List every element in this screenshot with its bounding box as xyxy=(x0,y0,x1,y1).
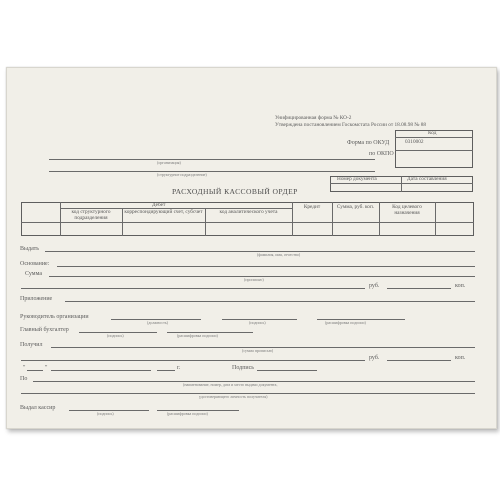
cashier-decoding-caption: (расшифровка подписи) xyxy=(167,411,208,416)
received-rub-label: руб. xyxy=(369,355,380,361)
date-day-line xyxy=(27,370,43,371)
kop-label: коп. xyxy=(455,283,466,289)
accountant-decoding-caption: (расшифровка подписи) xyxy=(177,333,218,338)
cashier-signature-caption: (подпись) xyxy=(97,411,114,416)
form-name: Унифицированная форма № КО-2 xyxy=(275,115,352,121)
head-signature-caption: (подпись) xyxy=(249,320,266,325)
credit-header: Кредит xyxy=(303,204,321,210)
document-title: РАСХОДНЫЙ КАССОВЫЙ ОРДЕР xyxy=(172,187,298,196)
amount-label: Сумма xyxy=(25,271,42,277)
attachment-line xyxy=(65,301,475,302)
date-month-line xyxy=(51,370,151,371)
received-caption: (сумма прописью) xyxy=(242,348,274,353)
date-quote-close: " xyxy=(45,365,48,371)
id-caption: удостоверяющего личность получателя) xyxy=(199,394,268,399)
document-caption: (наименование, номер, дата и место выдачи документа, xyxy=(183,382,278,387)
cash-order-form xyxy=(6,67,497,429)
code-label: Код xyxy=(428,130,437,136)
cashier-label: Выдал кассир xyxy=(20,405,56,411)
doc-number-label: Номер документа xyxy=(337,176,377,182)
head-label: Руководитель организации xyxy=(20,314,89,320)
approval-note: Утверждена постановлением Госкомстата России от 18.08.98 № 88 xyxy=(275,122,427,128)
issue-caption: (фамилия, имя, отчество) xyxy=(257,252,301,257)
head-decoding-caption: (расшифровка подписи) xyxy=(325,320,366,325)
head-position-caption: (должность) xyxy=(147,320,168,325)
accountant-label: Главный бухгалтер xyxy=(20,327,69,333)
by-label: По xyxy=(20,376,28,382)
organization-caption: (организация) xyxy=(157,160,181,165)
basis-label: Основание: xyxy=(20,261,50,267)
department-line xyxy=(49,171,375,172)
basis-line xyxy=(57,266,475,267)
year-label: г. xyxy=(177,365,181,371)
corr-account-header: корреспондирующий счет, субсчет xyxy=(124,209,203,215)
analytic-code-header: код аналитического учета xyxy=(219,209,278,215)
issue-label: Выдать xyxy=(20,246,39,252)
amount-caption: (прописью) xyxy=(244,277,264,282)
okud-label: Форма по ОКУД xyxy=(347,140,390,146)
organization-line xyxy=(49,159,375,160)
okud-code: 0310002 xyxy=(405,139,424,145)
sum-header: Сумма, руб. коп. xyxy=(336,204,375,210)
date-year-line xyxy=(157,370,175,371)
rub-label: руб. xyxy=(369,283,380,289)
department-caption: (структурное подразделение) xyxy=(157,172,207,177)
attachment-label: Приложение xyxy=(20,296,53,302)
received-label: Получил xyxy=(20,342,43,348)
purpose-code-header: Код целевого назначения xyxy=(392,204,422,216)
doc-date-label: Дата составления xyxy=(407,176,447,182)
debit-header: Дебет xyxy=(152,202,166,208)
received-kop-label: коп. xyxy=(455,355,466,361)
signature-label: Подпись xyxy=(232,365,255,371)
amount-line-2 xyxy=(21,288,365,289)
accountant-signature-caption: (подпись) xyxy=(107,333,124,338)
received-signature-line xyxy=(257,370,317,371)
okpo-label: по ОКПО xyxy=(369,151,394,157)
date-quote-open: " xyxy=(23,365,26,371)
received-line-2 xyxy=(21,360,365,361)
dept-code-header: код структурного подразделения xyxy=(71,209,111,221)
